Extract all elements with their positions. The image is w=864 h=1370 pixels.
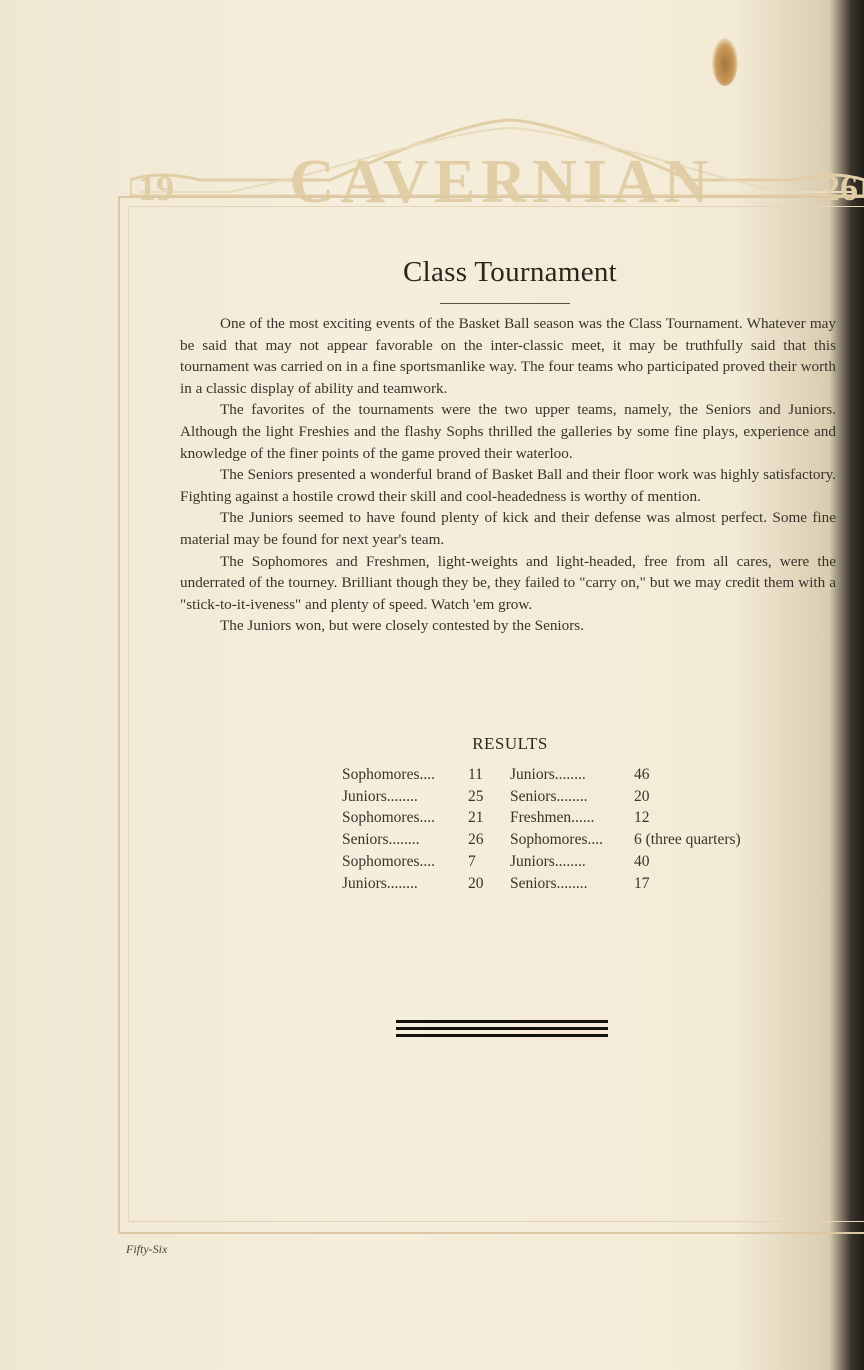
article-body	[180, 313, 836, 637]
article-title: Class Tournament	[402, 256, 618, 288]
score-a: 26	[468, 831, 484, 849]
team-a: Sophomores....	[342, 853, 435, 871]
score-b: 6 (three quarters)	[634, 831, 741, 849]
team-a: Sophomores....	[342, 765, 435, 783]
team-a: Sophomores....	[342, 809, 435, 827]
paragraph: The Sophomores and Freshmen, light-weights and light-headed, free from all cares, were the underrated of the tourney. Brilliant though they be, they failed to "carry on," but we may credit them with a "stick-to-it-iveness" and plenty of speed. Watch 'em grow.	[180, 552, 836, 613]
table-row	[342, 873, 741, 895]
score-b: 17	[634, 874, 650, 892]
team-a: Juniors........	[342, 874, 418, 892]
page-number: Fifty-Six	[126, 1242, 168, 1256]
results-table	[342, 764, 741, 895]
score-a: 21	[468, 809, 484, 827]
table-row	[342, 808, 741, 830]
team-b: Juniors........	[510, 765, 586, 783]
section-divider	[396, 1020, 608, 1038]
score-a: 25	[468, 787, 484, 805]
team-b: Seniors........	[510, 787, 588, 805]
header-year-right: 26	[822, 168, 858, 208]
table-row	[342, 764, 741, 786]
score-a: 7	[468, 853, 476, 871]
paper-stain	[712, 38, 738, 86]
team-b: Freshmen......	[510, 809, 595, 827]
results-heading: RESULTS	[472, 734, 548, 753]
team-a: Seniors........	[342, 831, 420, 849]
header-wordmark: CAVERNIAN	[289, 148, 715, 216]
score-a: 11	[468, 765, 483, 783]
team-b: Juniors........	[510, 853, 586, 871]
table-row	[342, 851, 741, 873]
score-b: 46	[634, 765, 650, 783]
score-b: 40	[634, 853, 650, 871]
table-row	[342, 786, 741, 808]
score-b: 12	[634, 809, 650, 827]
paragraph: One of the most exciting events of the Basket Ball season was the Class Tournament. Whatever may be said that may not appear favorable on the inter-classic meet, it may be truthfully said that this tournament was carried on in a fine sportsmanlike way. The four teams who participated proved their worth in a classic display of ability and teamwork.	[180, 315, 836, 397]
score-a: 20	[468, 874, 484, 892]
team-b: Seniors........	[510, 874, 588, 892]
paragraph: The Juniors seemed to have found plenty of kick and their defense was almost perfect. Some fine material may be found for next year's team.	[180, 509, 836, 548]
table-row	[342, 829, 741, 851]
title-underline	[440, 303, 570, 304]
team-b: Sophomores....	[510, 831, 603, 849]
score-b: 20	[634, 787, 650, 805]
paragraph: The favorites of the tournaments were the two upper teams, namely, the Seniors and Juniors. Although the light Freshies and the flashy Sophs thrilled the galleries by some fine plays, experience and knowledge of the finer points of the game proved their waterloo.	[180, 401, 836, 462]
paragraph: The Juniors won, but were closely contested by the Seniors.	[220, 617, 585, 635]
paragraph: The Seniors presented a wonderful brand of Basket Ball and their floor work was highly satisfactory. Fighting against a hostile crowd their skill and cool-headedness is worthy of mention.	[180, 466, 836, 505]
header-year-left: 19	[138, 168, 174, 208]
team-a: Juniors........	[342, 787, 418, 805]
